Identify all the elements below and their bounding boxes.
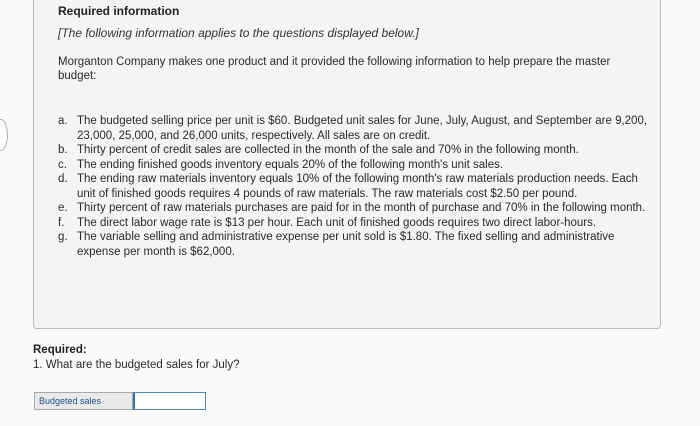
item-letter: d. bbox=[58, 173, 68, 185]
info-title: Required information bbox=[58, 4, 180, 18]
answer-row bbox=[34, 392, 206, 410]
list-item bbox=[58, 216, 648, 231]
list-item bbox=[58, 172, 648, 201]
item-letter: c. bbox=[58, 158, 67, 171]
item-text: The budgeted selling price per unit is $60. Budgeted unit sales for June, July, August, and September are 9,200, 23,000, 25,000, and 26,000 units, respectively. All sales are on credit. bbox=[77, 115, 648, 142]
item-text: Thirty percent of credit sales are collected in the month of the sale and 70% in the following month. bbox=[77, 144, 579, 156]
item-letter: e. bbox=[58, 202, 68, 214]
info-items-list bbox=[58, 114, 648, 259]
answer-label: Budgeted sales bbox=[34, 392, 133, 410]
panel-expand-handle[interactable] bbox=[0, 119, 8, 151]
list-item bbox=[58, 230, 648, 259]
list-item bbox=[58, 201, 648, 216]
list-item bbox=[58, 143, 648, 158]
intro-paragraph: Morganton Company makes one product and it provided the following information to help prepare the master budget: bbox=[58, 56, 611, 82]
question-text: 1. What are the budgeted sales for July? bbox=[33, 359, 240, 371]
item-text: The ending finished goods inventory equals 20% of the following month's unit sales. bbox=[77, 158, 504, 171]
applies-note: [The following information applies to the questions displayed below.] bbox=[58, 26, 419, 40]
item-letter: f. bbox=[58, 216, 65, 229]
item-letter: a. bbox=[58, 115, 68, 127]
item-text: The direct labor wage rate is $13 per hour. Each unit of finished goods requires two direct labor-hours. bbox=[77, 216, 597, 229]
item-letter: b. bbox=[58, 144, 68, 156]
list-item bbox=[58, 158, 648, 173]
item-text: The ending raw materials inventory equals 10% of the following month's raw materials production needs. Each unit of finished goods requires 4 pounds of raw materials. The raw materials cost $2.50 per pound. bbox=[77, 173, 638, 200]
item-letter: g. bbox=[58, 231, 68, 243]
list-item bbox=[58, 114, 648, 143]
item-text: The variable selling and administrative expense per unit sold is $1.80. The fixed selling and administrative expense per month is $62,000. bbox=[77, 231, 615, 258]
item-text: Thirty percent of raw materials purchases are paid for in the month of purchase and 70% in the following month. bbox=[77, 202, 646, 214]
required-heading: Required: bbox=[33, 344, 87, 356]
budgeted-sales-input[interactable] bbox=[133, 392, 206, 410]
